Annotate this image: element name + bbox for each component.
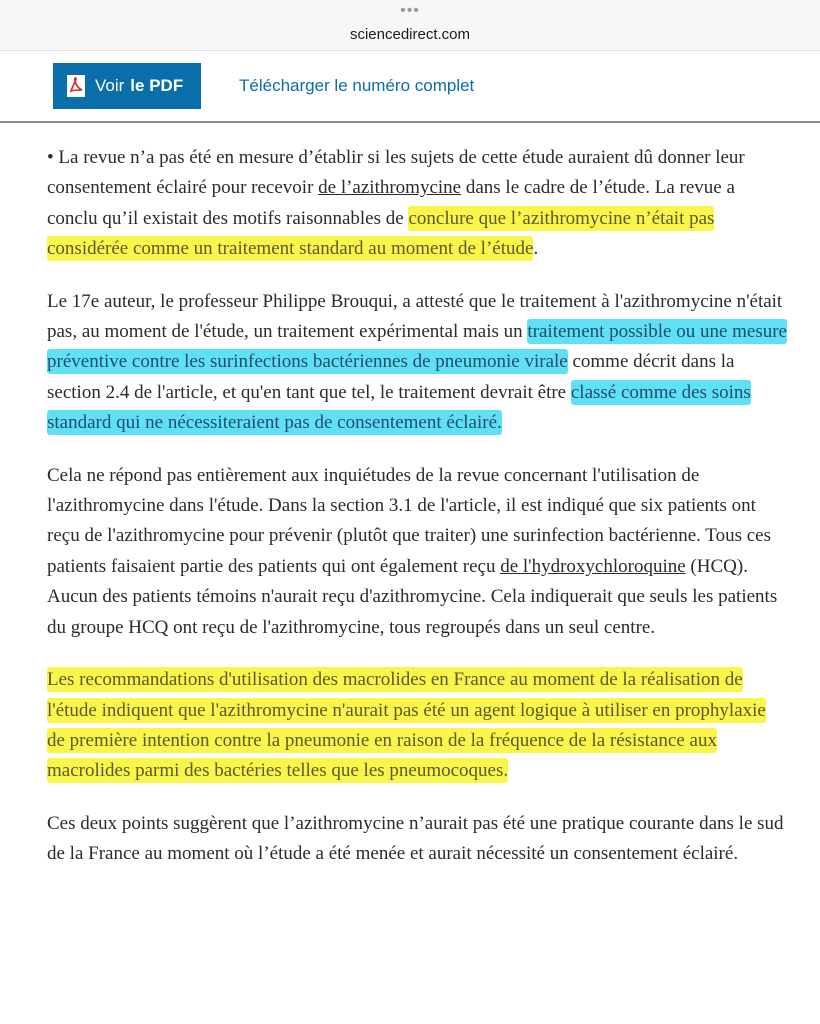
blue-highlight: classé comme des soins standard qui ne nécessiteraient pas de consentement éclairé.	[47, 381, 751, 434]
azithromycine-link[interactable]: de l’azithromycine	[318, 177, 462, 199]
yellow-highlight: conclure que l’azithromycine n’était pas considérée comme un traitement standard au moment de l’étude	[47, 207, 715, 260]
article-toolbar	[0, 51, 820, 123]
paragraph-3-text-1: Cela ne répond pas entièrement aux inquiétudes de la revue concernant l'utilisation de l'azithromycine dans l'étude. Dans la section 3.1 de l'article, il est indiqué que six patients ont reçu de l'azithromycine pour prévenir (plutôt que traiter) une surinfection bactérienne. Tous ces patients faisaient partie des patients qui ont également reçu	[47, 464, 771, 577]
browser-address-bar	[0, 0, 820, 51]
paragraph-1	[47, 143, 787, 265]
paragraph-1-text-1: • La revue n’a pas été en mesure d’établir si les sujets de cette étude auraient dû donner leur consentement éclairé pour recevoir	[47, 147, 745, 199]
yellow-highlight: Les recommandations d'utilisation des macrolides en France au moment de la réalisation de l'étude indiquent que l'azithromycine n'aurait pas été un agent logique à utiliser en prophylaxie de première intention contre la pneumonie en raison de la fréquence de la résistance aux macrolides parmi des bactéries telles que les pneumocoques.	[47, 669, 766, 782]
article-body	[47, 143, 787, 892]
download-issue-link[interactable]: Télécharger le numéro complet	[239, 76, 475, 95]
paragraph-3-text-2: (HCQ). Aucun des patients témoins n'aurait reçu d'azithromycine. Cela indiquerait que seuls les patients du groupe HCQ ont reçu de l'azithromycine, tous regroupés dans un seul centre.	[47, 555, 778, 638]
view-pdf-label-2: le PDF	[130, 76, 184, 95]
view-pdf-label-1: Voir	[95, 76, 125, 95]
url-domain[interactable]: sciencedirect.com	[349, 26, 471, 43]
blue-highlight: traitement possible ou une mesure préventive contre les surinfections bactériennes de pneumonie virale	[47, 321, 787, 373]
view-pdf-button[interactable]	[53, 63, 201, 109]
paragraph-2	[47, 287, 787, 439]
menu-dots-icon[interactable]: •••	[400, 2, 420, 19]
paragraph-2-text-1: Le 17e auteur, le professeur Philippe Brouqui, a attesté que le traitement à l'azithromycine n'était pas, au moment de l'étude, un traitement expérimental mais un	[47, 290, 783, 343]
paragraph-4	[47, 665, 787, 787]
paragraph-5-text-1: Ces deux points suggèrent que l’azithromycine n’aurait pas été une pratique courante dans le sud de la France au moment où l’étude a été menée et aurait nécessité un consentement éclairé.	[47, 812, 784, 865]
paragraph-5	[47, 809, 787, 870]
pdf-file-icon	[67, 75, 85, 97]
paragraph-2-text-2: comme décrit dans la section 2.4 de l'article, et qu'en tant que tel, le traitement devrait être	[47, 351, 735, 403]
paragraph-3	[47, 461, 787, 643]
paragraph-1-text-3: .	[533, 238, 539, 260]
paragraph-1-text-2: dans le cadre de l’étude. La revue a conclu qu’il existait des motifs raisonnables de	[47, 177, 735, 229]
hydroxychloroquine-link[interactable]: de l'hydroxychloroquine	[500, 555, 686, 577]
